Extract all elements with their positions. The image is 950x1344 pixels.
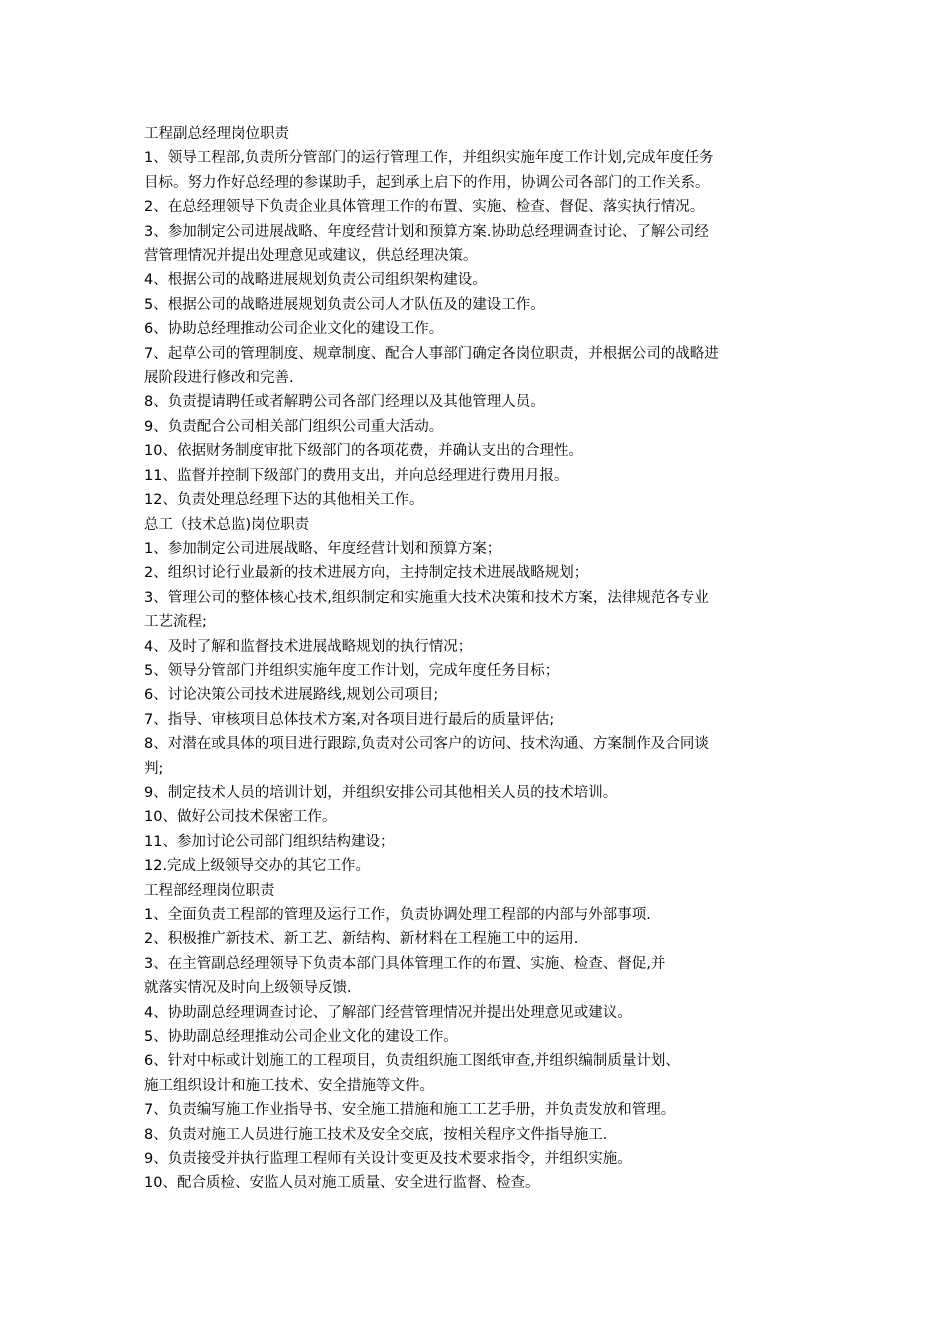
text-line: 工艺流程;: [144, 614, 207, 631]
text-line: 2、积极推广新技术、新工艺、新结构、新材料在工程施工中的运用.: [144, 931, 579, 948]
text-line: 10、配合质检、安监人员对施工质量、安全进行监督、检查。: [144, 1175, 540, 1192]
text-line: 施工组织设计和施工技术、安全措施等文件。: [144, 1077, 434, 1094]
text-line: 11、监督并控制下级部门的费用支出，并向总经理进行费用月报。: [144, 467, 569, 484]
text-line: 7、起草公司的管理制度、规章制度、配合人事部门确定各岗位职责，并根据公司的战略进: [144, 345, 719, 362]
text-line: 5、协助副总经理推动公司企业文化的建设工作。: [144, 1029, 458, 1046]
text-line: 9、负责接受并执行监理工程师有关设计变更及技术要求指令，并组织实施。: [144, 1151, 632, 1168]
text-line: 8、对潜在或具体的项目进行跟踪,负责对公司客户的访问、技术沟通、方案制作及合同谈: [144, 736, 709, 753]
text-line: 10、依据财务制度审批下级部门的各项花费，并确认支出的合理性。: [144, 443, 583, 460]
text-line: 12、负责处理总经理下达的其他相关工作。: [144, 492, 424, 509]
text-line: 4、及时了解和监督技术进展战略规划的执行情况；: [144, 638, 473, 655]
text-line: 10、做好公司技术保密工作。: [144, 809, 337, 826]
text-line: 总工（技术总监)岗位职责: [144, 516, 310, 533]
text-line: 5、领导分管部门并组织实施年度工作计划，完成年度任务目标；: [144, 662, 560, 679]
text-line: 11、参加讨论公司部门组织结构建设；: [144, 833, 395, 850]
text-line: 7、指导、审核项目总体技术方案,对各项目进行最后的质量评估;: [144, 711, 555, 728]
text-line: 1、全面负责工程部的管理及运行工作，负责协调处理工程部的内部与外部事项.: [144, 907, 651, 923]
text-line: 目标。努力作好总经理的参谋助手，起到承上启下的作用，协调公司各部门的工作关系。: [144, 174, 710, 191]
text-line: 工程副总经理岗位职责: [144, 126, 289, 142]
text-line: 9、制定技术人员的培训计划，并组织安排公司其他相关人员的技术培训。: [144, 784, 618, 801]
text-line: 6、协助总经理推动公司企业文化的建设工作。: [144, 321, 444, 338]
text-line: 3、管理公司的整体核心技术,组织制定和实施重大技术决策和技术方案，法律规范各专业: [144, 589, 709, 606]
document-page: [144, 122, 810, 1196]
text-line: 6、讨论决策公司技术进展路线,规划公司项目;: [144, 687, 439, 704]
text-line: 3、参加制定公司进展战略、年度经营计划和预算方案.协助总经理调查讨论、了解公司经: [144, 223, 709, 240]
text-line: 12.完成上级领导交办的其它工作。: [144, 858, 371, 875]
text-line: 6、针对中标或计划施工的工程项目，负责组织施工图纸审查,并组织编制质量计划、: [144, 1053, 680, 1070]
text-line: 4、根据公司的战略进展规划负责公司组织架构建设。: [144, 272, 487, 289]
text-line: 5、根据公司的战略进展规划负责公司人才队伍及的建设工作。: [144, 296, 545, 313]
text-line: 8、负责对施工人员进行施工技术及安全交底，按相关程序文件指导施工.: [144, 1126, 608, 1143]
text-line: 营管理情况并提出处理意见或建议，供总经理决策。: [144, 248, 478, 265]
text-line: 2、在总经理领导下负责企业具体管理工作的布置、实施、检查、督促、落实执行情况。: [144, 199, 705, 216]
text-line: 9、负责配合公司相关部门组织公司重大活动。: [144, 418, 444, 435]
text-line: 1、领导工程部,负责所分管部门的运行管理工作，并组织实施年度工作计划,完成年度任务: [144, 150, 714, 167]
text-line: 3、在主管副总经理领导下负责本部门具体管理工作的布置、实施、检查、督促,并: [144, 955, 666, 972]
text-line: 8、负责提请聘任或者解聘公司各部门经理以及其他管理人员。: [144, 394, 545, 411]
text-line: 4、协助副总经理调查讨论、了解部门经营管理情况并提出处理意见或建议。: [144, 1004, 632, 1021]
text-line: 工程部经理岗位职责: [144, 882, 275, 899]
text-line: 2、组织讨论行业最新的技术进展方向，主持制定技术进展战略规划；: [144, 565, 589, 582]
text-line: 1、参加制定公司进展战略、年度经营计划和预算方案；: [144, 540, 502, 557]
text-line: 就落实情况及时向上级领导反馈.: [144, 980, 352, 997]
text-line: 7、负责编写施工作业指导书、安全施工措施和施工工艺手册，并负责发放和管理。: [144, 1102, 676, 1119]
text-line: 展阶段进行修改和完善.: [144, 370, 294, 387]
text-line: 判;: [144, 760, 164, 777]
